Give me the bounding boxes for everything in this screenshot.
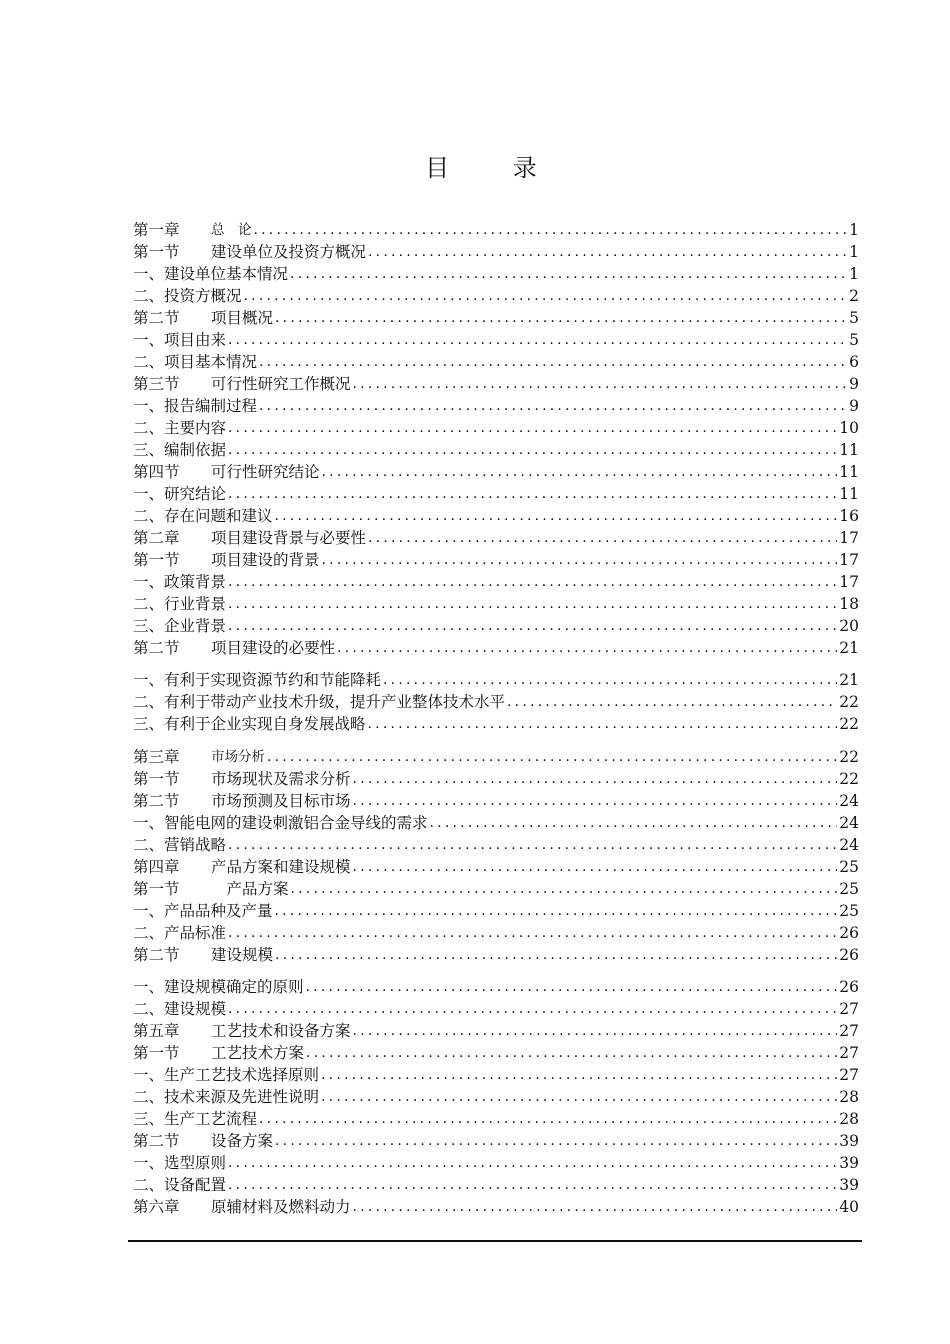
toc-entry-page: 26	[839, 946, 859, 964]
toc-entry[interactable]	[133, 636, 859, 658]
toc-entry-prefix: 一、	[133, 397, 165, 415]
toc-entry-title: 建设规模确定的原则	[164, 978, 304, 996]
toc-entry-page: 27	[839, 1066, 859, 1084]
toc-entry-title: 项目建设背景与必要性	[211, 529, 367, 547]
toc-entry[interactable]	[133, 460, 859, 482]
dot-leader	[228, 835, 837, 855]
toc-entry-page: 24	[839, 836, 859, 854]
toc-entry-title: 技术来源及先进性说明	[164, 1088, 320, 1106]
toc-entry-title: 行业背景	[164, 595, 227, 613]
toc-entry-title: 政策背景	[164, 573, 227, 591]
toc-entry-title: 可行性研究结论	[211, 463, 320, 481]
toc-entry[interactable]	[133, 592, 859, 614]
toc-entry-page: 24	[839, 814, 859, 832]
toc-entry-title: 项目概况	[211, 309, 274, 327]
toc-entry-page: 5	[849, 331, 859, 349]
dot-leader	[353, 769, 838, 789]
toc-entry[interactable]	[133, 1195, 859, 1217]
dot-leader	[322, 462, 838, 482]
toc-entry-prefix: 一、	[133, 485, 165, 503]
dot-leader	[275, 945, 837, 965]
toc-entry[interactable]	[133, 482, 859, 504]
dot-leader	[353, 1021, 838, 1041]
toc-entry-prefix: 二、	[133, 1176, 165, 1194]
toc-entry-prefix: 第三章	[133, 748, 180, 766]
toc-entry-title: 设备配置	[164, 1176, 227, 1194]
toc-entry-page: 11	[839, 485, 859, 503]
toc-entry[interactable]	[133, 328, 859, 350]
toc-entry-page: 2	[849, 287, 859, 305]
toc-entry-title: 市场现状及需求分析	[211, 770, 351, 788]
toc-entry[interactable]	[133, 1041, 859, 1063]
toc-entry-title: 存在问题和建议	[164, 507, 273, 525]
toc-entry-page: 1	[849, 221, 859, 239]
toc-entry-prefix: 第二章	[133, 529, 180, 547]
toc-entry[interactable]	[133, 240, 859, 262]
toc-entry[interactable]	[133, 306, 859, 328]
toc-entry-page: 6	[849, 353, 859, 371]
dot-leader	[322, 550, 838, 570]
toc-title: 目 录	[425, 154, 565, 182]
dot-leader	[353, 374, 848, 394]
toc-entry[interactable]	[133, 921, 859, 943]
toc-entry-title: 生产工艺流程	[164, 1110, 258, 1128]
toc-entry[interactable]	[133, 570, 859, 592]
dot-leader	[228, 999, 837, 1019]
toc-entry-prefix: 第二节	[133, 946, 180, 964]
toc-entry-prefix: 第一节	[133, 880, 180, 898]
toc-entry-prefix: 第四章	[133, 858, 180, 876]
toc-entry-title: 项目基本情况	[164, 353, 258, 371]
toc-entry-prefix: 一、	[133, 814, 165, 832]
toc-entry-prefix: 三、	[133, 617, 165, 635]
toc-entry-title: 智能电网的建设刺激铝合金导线的需求	[164, 814, 428, 832]
toc-entry-page: 22	[839, 715, 859, 733]
toc-entry-title: 建设规模	[164, 1000, 227, 1018]
dot-leader	[321, 1087, 837, 1107]
toc-entry-title: 设备方案	[211, 1132, 274, 1150]
toc-entry-prefix: 二、	[133, 507, 165, 525]
toc-entry[interactable]	[133, 1107, 859, 1129]
toc-entry-prefix: 二、	[133, 419, 165, 437]
toc-entry-prefix: 二、	[133, 924, 165, 942]
dot-leader	[228, 1175, 837, 1195]
toc-entry-title: 营销战略	[164, 836, 227, 854]
toc-entry-prefix: 一、	[133, 671, 165, 689]
toc-entry-page: 25	[839, 902, 859, 920]
toc-entry-title: 建设单位及投资方概况	[211, 243, 367, 261]
dot-leader	[228, 616, 837, 636]
toc-entry-page: 9	[849, 397, 859, 415]
dot-leader	[228, 484, 837, 504]
toc-entry-title: 生产工艺技术选择原则	[164, 1066, 320, 1084]
toc-entry-title: 市场预测及目标市场	[211, 792, 351, 810]
toc-entry[interactable]	[133, 877, 859, 899]
toc-entry-title: 产品方案	[211, 880, 289, 898]
toc-entry-page: 11	[839, 441, 859, 459]
toc-entry-title: 报告编制过程	[164, 397, 258, 415]
toc-entry[interactable]	[133, 997, 859, 1019]
toc-entry[interactable]	[133, 745, 859, 767]
dot-leader	[275, 308, 847, 328]
toc-entry-prefix: 一、	[133, 265, 165, 283]
toc-entry-title: 有利于带动产业技术升级，提升产业整体技术水平	[164, 693, 506, 711]
toc-entry-prefix: 第二节	[133, 1132, 180, 1150]
toc-entry-title: 编制依据	[164, 441, 227, 459]
dot-leader	[275, 901, 838, 921]
toc-entry-prefix: 第一节	[133, 551, 180, 569]
dot-leader	[321, 1065, 837, 1085]
dot-leader	[337, 638, 837, 658]
toc-entry[interactable]	[133, 668, 859, 690]
dot-leader	[228, 923, 837, 943]
toc-entry-page: 39	[839, 1132, 859, 1150]
toc-entry-page: 17	[839, 573, 859, 591]
toc-entry-title: 产品标准	[164, 924, 227, 942]
toc-entry-title: 企业背景	[164, 617, 227, 635]
toc-entry-page: 27	[839, 1000, 859, 1018]
toc-entry[interactable]	[133, 614, 859, 636]
toc-entry-page: 16	[839, 507, 859, 525]
toc-entry-prefix: 第三节	[133, 375, 180, 393]
toc-entry-page: 40	[839, 1198, 859, 1216]
toc-entry-title: 可行性研究工作概况	[211, 375, 351, 393]
toc-entry-page: 17	[839, 529, 859, 547]
toc-entry[interactable]	[133, 767, 859, 789]
dot-leader	[259, 1109, 837, 1129]
toc-entry-prefix: 第二节	[133, 792, 180, 810]
toc-entry-prefix: 二、	[133, 287, 165, 305]
toc-entry[interactable]	[133, 811, 859, 833]
toc-entry-prefix: 第五章	[133, 1022, 180, 1040]
toc-entry-prefix: 第二节	[133, 309, 180, 327]
dot-leader	[267, 747, 837, 767]
dot-leader	[507, 692, 837, 712]
toc-entry-title: 选型原则	[164, 1154, 227, 1172]
dot-leader	[306, 977, 838, 997]
toc-entry-prefix: 三、	[133, 441, 165, 459]
toc-entry-prefix: 第一节	[133, 1044, 180, 1062]
toc-entry[interactable]	[133, 262, 859, 284]
dot-leader	[291, 879, 838, 899]
toc-entry-page: 26	[839, 978, 859, 996]
toc-entry-page: 20	[839, 617, 859, 635]
toc-entry-title: 产品方案和建设规模	[211, 858, 351, 876]
toc-entry-prefix: 一、	[133, 331, 165, 349]
toc-entry-title: 工艺技术和设备方案	[211, 1022, 351, 1040]
toc-entry-title: 有利于企业实现自身发展战略	[164, 715, 366, 733]
toc-entry-title: 主要内容	[164, 419, 227, 437]
toc-entry-page: 21	[839, 639, 859, 657]
toc-entry-page: 25	[839, 880, 859, 898]
toc-entry[interactable]	[133, 1129, 859, 1151]
toc-entry[interactable]	[133, 350, 859, 372]
dot-leader	[259, 396, 847, 416]
toc-entry-title: 工艺技术方案	[211, 1044, 305, 1062]
toc-entry[interactable]	[133, 526, 859, 548]
dot-leader	[228, 330, 847, 350]
toc-entry-title: 投资方概况	[164, 287, 242, 305]
toc-entry-page: 24	[839, 792, 859, 810]
toc-entry-prefix: 二、	[133, 693, 165, 711]
dot-leader	[368, 528, 837, 548]
toc-entry-title: 建设单位基本情况	[164, 265, 289, 283]
dot-leader	[275, 1131, 837, 1151]
toc-entry[interactable]	[133, 438, 859, 460]
toc-entry-prefix: 一、	[133, 573, 165, 591]
toc-entry-page: 27	[839, 1044, 859, 1062]
toc-entry-prefix: 二、	[133, 836, 165, 854]
toc-entry[interactable]	[133, 975, 859, 997]
dot-leader	[228, 1153, 837, 1173]
toc-entry-page: 27	[839, 1022, 859, 1040]
toc-entry-title: 市场分析	[211, 749, 265, 765]
toc-entry-page: 28	[839, 1088, 859, 1106]
toc-entry[interactable]	[133, 712, 859, 734]
toc-entry-page: 21	[839, 671, 859, 689]
toc-entry-prefix: 一、	[133, 1066, 165, 1084]
toc-entry[interactable]	[133, 1173, 859, 1195]
toc-entry[interactable]	[133, 284, 859, 306]
dot-leader	[228, 440, 837, 460]
toc-entry-prefix: 二、	[133, 353, 165, 371]
toc-entry-title: 产品品种及产量	[164, 902, 273, 920]
toc-entry-title: 项目由来	[164, 331, 227, 349]
dot-leader	[353, 791, 838, 811]
dot-leader	[244, 286, 848, 306]
toc-entry-prefix: 第一节	[133, 243, 180, 261]
toc-entry[interactable]	[133, 899, 859, 921]
dot-leader	[228, 594, 837, 614]
toc-entry-prefix: 一、	[133, 902, 165, 920]
toc-entry[interactable]	[133, 690, 859, 712]
toc-entry[interactable]	[133, 504, 859, 526]
toc-entry-prefix: 第一节	[133, 770, 180, 788]
toc-entry[interactable]	[133, 1019, 859, 1041]
footer-rule	[128, 1240, 862, 1242]
dot-leader	[430, 813, 838, 833]
toc-entry[interactable]	[133, 943, 859, 965]
toc-entry-page: 39	[839, 1154, 859, 1172]
toc-entry-page: 18	[839, 595, 859, 613]
toc-entry[interactable]	[133, 1063, 859, 1085]
toc-entry[interactable]	[133, 548, 859, 570]
dot-leader	[353, 1197, 838, 1217]
toc-entry-prefix: 第一章	[133, 221, 180, 239]
dot-leader	[368, 714, 838, 734]
toc-entry[interactable]	[133, 218, 859, 240]
toc-entry-page: 1	[849, 243, 859, 261]
toc-entry-title: 原辅材料及燃料动力	[211, 1198, 351, 1216]
toc-entry-prefix: 第二节	[133, 639, 180, 657]
dot-leader	[228, 572, 837, 592]
dot-leader	[383, 670, 837, 690]
toc-entry-page: 17	[839, 551, 859, 569]
toc-entry-prefix: 二、	[133, 1000, 165, 1018]
dot-leader	[228, 418, 837, 438]
toc-entry[interactable]	[133, 372, 859, 394]
toc-entry-title: 项目建设的背景	[211, 551, 320, 569]
toc-entry-page: 11	[839, 463, 859, 481]
toc-entry-prefix: 一、	[133, 1154, 165, 1172]
dot-leader	[306, 1043, 837, 1063]
toc-entry[interactable]	[133, 416, 859, 438]
toc-entry-title: 研究结论	[164, 485, 227, 503]
toc-entry-page: 26	[839, 924, 859, 942]
toc-entry-page: 22	[839, 693, 859, 711]
toc-entry-title: 项目建设的必要性	[211, 639, 336, 657]
toc-entry-title: 总 论	[211, 222, 252, 238]
toc-entry[interactable]	[133, 833, 859, 855]
toc-entry-prefix: 一、	[133, 978, 165, 996]
toc-entry-prefix: 三、	[133, 715, 165, 733]
toc-entry[interactable]	[133, 855, 859, 877]
dot-leader	[275, 506, 838, 526]
toc-entry-title: 有利于实现资源节约和节能降耗	[164, 671, 382, 689]
toc-entry-page: 5	[849, 309, 859, 327]
toc-entry[interactable]	[133, 1085, 859, 1107]
toc-entry-page: 22	[839, 770, 859, 788]
toc-entry-prefix: 二、	[133, 1088, 165, 1106]
toc-entry-prefix: 二、	[133, 595, 165, 613]
toc-entry-page: 28	[839, 1110, 859, 1128]
toc-entry-page: 39	[839, 1176, 859, 1194]
toc-entry-prefix: 第六章	[133, 1198, 180, 1216]
toc-entry-title: 建设规模	[211, 946, 274, 964]
toc-entry-page: 10	[839, 419, 859, 437]
toc-entry-page: 25	[839, 858, 859, 876]
toc-entry-prefix: 三、	[133, 1110, 165, 1128]
toc-entry-page: 9	[849, 375, 859, 393]
toc-entry-page: 1	[849, 265, 859, 283]
toc-entry[interactable]	[133, 789, 859, 811]
dot-leader	[290, 264, 847, 284]
toc-entry-prefix: 第四节	[133, 463, 180, 481]
dot-leader	[353, 857, 838, 877]
dot-leader	[259, 352, 847, 372]
dot-leader	[254, 220, 848, 240]
dot-leader	[368, 242, 847, 262]
toc-entry[interactable]	[133, 1151, 859, 1173]
toc-entry-page: 22	[839, 748, 859, 766]
toc-entry[interactable]	[133, 394, 859, 416]
